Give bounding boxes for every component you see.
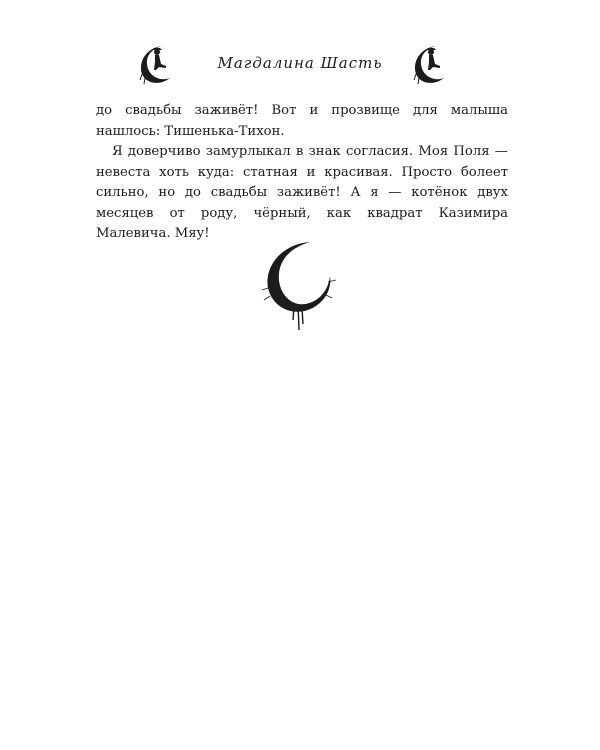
running-head: Магдалина Шасть [217, 54, 383, 72]
page-header [0, 40, 600, 88]
moon-with-sitting-figure-icon [406, 40, 450, 86]
crescent-moon-ornament-icon [258, 236, 340, 334]
paragraph-continuation: до свадьбы заживёт! Вот и прозвище для малыша нашлось: Тишенька-Тихон. [96, 103, 508, 139]
page-body [96, 101, 508, 245]
paragraph: Я доверчиво замурлыкал в знак согласия. Моя Поля — невеста хоть куда: статная и красивая. Просто болеет сильно, но до свадьбы заживёт! А я — котёнок двух месяцев от роду, чёрный, как квадрат Казимира Малевича. Мяу! [96, 144, 508, 241]
